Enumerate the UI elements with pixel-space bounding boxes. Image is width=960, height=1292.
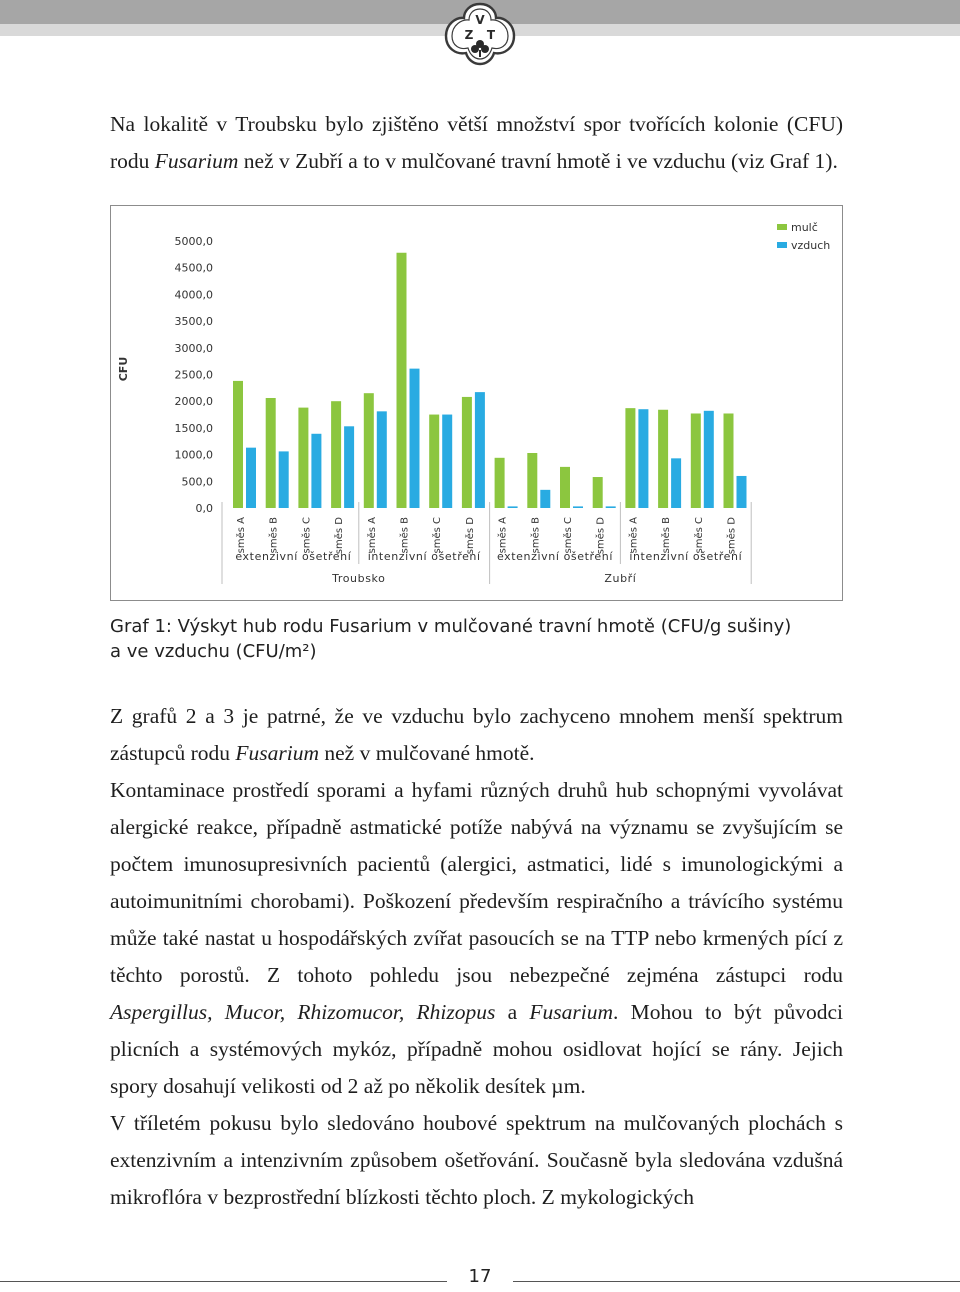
paragraph-contamination — [110, 772, 843, 1105]
bar-vzduch — [508, 506, 518, 508]
x-category-label: směs B — [399, 517, 411, 554]
bar-mulc — [560, 467, 570, 508]
italic-genus: Fusarium — [235, 741, 320, 765]
x-category-label: směs A — [236, 517, 247, 554]
y-tick-label: 2500,0 — [174, 368, 213, 382]
y-tick-label: 500,0 — [181, 475, 213, 489]
bar-mulc — [331, 401, 341, 508]
x-category-label: směs C — [301, 517, 313, 554]
bar-vzduch — [638, 409, 648, 508]
bar-mulc — [495, 458, 505, 508]
text-segment: V tříletém pokusu bylo sledováno houbové spektrum na mulčovaných plochách s extenzivním a intenzivním způsobem ošetřování. Současně byla sledována vzdušná mikroflóra v bezprostřední blízkosti těchto ploch. Z mykologických — [110, 1111, 843, 1209]
bar-mulc — [724, 413, 734, 508]
text-segment: . Mohou to být původci plicních a systémových mykóz, případně mohou osidlovat hojící se rány. Jejich spory dosahují velikosti od 2 až po několik desítek µm. — [110, 1000, 844, 1098]
x-category-label: směs B — [530, 517, 542, 554]
y-tick-label: 1500,0 — [174, 421, 213, 435]
x-category-label: směs D — [595, 517, 607, 555]
bar-vzduch — [410, 369, 420, 508]
logo-letter-z: Z — [464, 28, 474, 42]
y-tick-label: 3500,0 — [174, 315, 213, 329]
vzt-logo-icon — [440, 0, 520, 70]
x-category-label: směs D — [334, 517, 346, 555]
bar-vzduch — [704, 411, 714, 508]
bar-mulc — [625, 408, 635, 508]
paragraph-intro — [110, 106, 843, 180]
text-segment: a — [495, 1000, 530, 1024]
chart-graf-1 — [110, 205, 843, 601]
chart-svg — [111, 206, 844, 602]
bar-vzduch — [377, 411, 387, 508]
x-category-label: směs A — [497, 517, 509, 554]
bar-vzduch — [573, 506, 583, 508]
treatment-group-label: intenzivní ošetření — [629, 550, 743, 563]
bar-vzduch — [246, 448, 256, 508]
bar-vzduch — [344, 426, 354, 508]
bar-mulc — [397, 253, 407, 508]
bar-mulc — [429, 415, 439, 508]
x-category-label: směs B — [268, 517, 280, 554]
bar-mulc — [462, 397, 472, 508]
y-tick-label: 4000,0 — [174, 288, 213, 302]
paragraph-experiment — [110, 1105, 843, 1216]
x-category-label: směs D — [726, 517, 738, 555]
text-segment: Kontaminace prostředí sporami a hyfami různých druhů hub schopnými vyvolávat alergické reakce, případně astmatické potíže nabývá na významu se zvyšujícím se počtem imunosupresivních pacientů (alergici, astmatici, lidé s imunologickými a autoimunitními chorobami). Poškození především respiračního a trávícího systému může také nastat u hospodářských zvířat pasoucích se na TTP nebo krmených pící z těchto porostů. Z tohoto pohledu jsou nebezpečné zejména zástupci rodu — [110, 778, 843, 987]
legend-swatch — [777, 224, 787, 230]
location-label: Troubsko — [332, 572, 386, 585]
x-category-label: směs A — [628, 517, 640, 554]
x-category-label: směs C — [432, 517, 444, 554]
italic-genera: Aspergillus, Mucor, Rhizomucor, Rhizopus — [110, 1000, 496, 1024]
x-category-label: směs C — [693, 517, 705, 554]
caption-line-1: Graf 1: Výskyt hub rodu Fusarium v mulčované travní hmotě (CFU/g sušiny) — [110, 616, 792, 637]
y-tick-label: 5000,0 — [174, 235, 213, 248]
caption-line-2: a ve vzduchu (CFU/m²) — [110, 641, 317, 662]
bar-mulc — [527, 453, 537, 508]
legend-label: mulč — [791, 221, 818, 234]
x-category-label: směs B — [661, 517, 673, 554]
bar-vzduch — [737, 476, 747, 508]
legend-label: vzduch — [791, 239, 831, 252]
bar-mulc — [658, 410, 668, 508]
bar-vzduch — [475, 392, 485, 508]
text-segment: než v mulčované hmotě. — [319, 741, 535, 765]
x-category-label: směs C — [563, 517, 574, 554]
y-tick-label: 3000,0 — [174, 341, 213, 355]
bar-mulc — [691, 413, 701, 508]
y-tick-label: 4500,0 — [174, 261, 213, 275]
bar-mulc — [266, 398, 276, 508]
x-category-label: směs D — [464, 517, 476, 555]
text-segment: Z grafů 2 a 3 je patrné, že ve vzduchu bylo zachyceno mnohem menší spektrum zástupců rodu — [110, 704, 843, 765]
paragraph-spectrum — [110, 698, 843, 772]
treatment-group-label: extenzivní ošetření — [496, 550, 614, 563]
x-category-label: směs A — [366, 517, 378, 554]
legend-swatch — [777, 242, 787, 248]
location-label: Zubří — [604, 572, 637, 585]
y-tick-label: 1000,0 — [174, 448, 213, 462]
logo-letter-t: T — [486, 28, 496, 42]
bar-vzduch — [279, 451, 289, 508]
bar-vzduch — [606, 506, 616, 508]
italic-genus: Fusarium — [529, 1000, 614, 1024]
y-tick-label: 2000,0 — [174, 395, 213, 409]
bar-mulc — [298, 408, 308, 508]
bar-mulc — [233, 381, 243, 508]
chart-caption — [110, 614, 843, 664]
page-number: 17 — [468, 1266, 492, 1287]
bar-mulc — [593, 477, 603, 508]
y-axis-label: CFU — [117, 356, 130, 382]
bar-vzduch — [540, 490, 550, 508]
bar-vzduch — [442, 415, 452, 508]
footer-line-left — [0, 1281, 447, 1282]
footer-line-right — [513, 1281, 960, 1282]
logo-letter-v: V — [475, 13, 485, 27]
treatment-group-label: extenzivní ošetření — [235, 550, 352, 563]
treatment-group-label: intenzivní ošetření — [367, 550, 481, 563]
bar-mulc — [364, 393, 374, 508]
italic-genus: Fusarium — [154, 149, 239, 173]
y-tick-label: 0,0 — [195, 502, 213, 515]
bar-vzduch — [311, 434, 321, 508]
text-segment: než v Zubří a to v mulčované travní hmotě i ve vzduchu (viz Graf 1). — [238, 149, 838, 173]
text-segment: Na lokalitě v Troubsku bylo zjištěno větší množství spor tvořících kolonie (CFU) rodu — [110, 112, 843, 173]
bar-vzduch — [671, 458, 681, 508]
